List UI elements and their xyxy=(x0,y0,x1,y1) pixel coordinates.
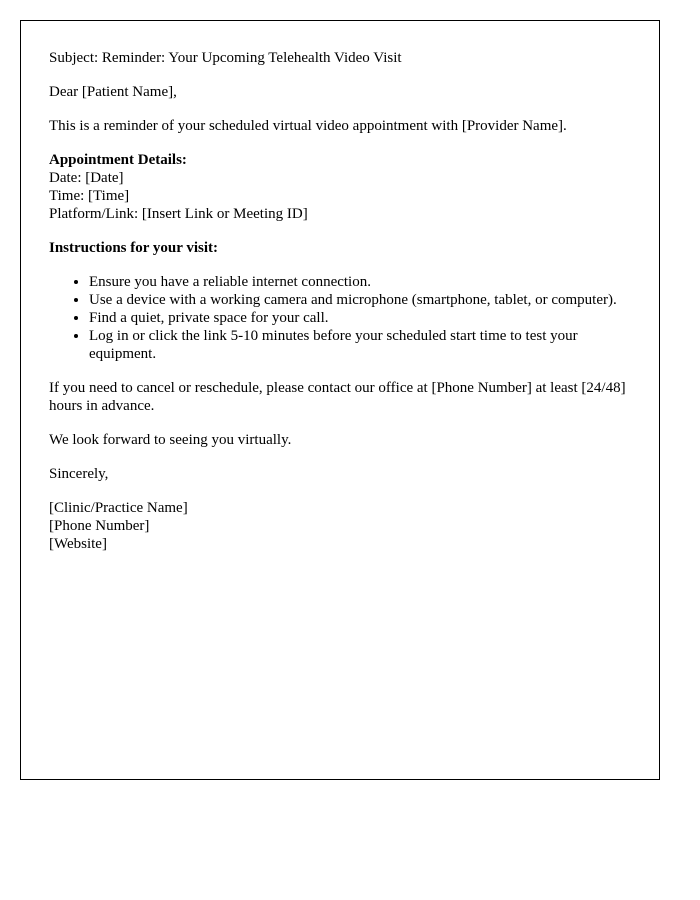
greeting: Dear [Patient Name], xyxy=(49,84,177,100)
instructions-list xyxy=(49,273,629,363)
appointment-details-heading: Appointment Details: xyxy=(49,152,187,168)
cancel-notice: If you need to cancel or reschedule, please contact our office at [Phone Number] at least [24/48] hours in advance. xyxy=(49,380,626,414)
instructions-heading xyxy=(49,239,629,257)
signature-phone: [Phone Number] xyxy=(49,518,150,534)
closing-line: We look forward to seeing you virtually. xyxy=(49,432,292,448)
letter-page xyxy=(20,20,660,780)
subject-line: Subject: Reminder: Your Upcoming Telehealth Video Visit xyxy=(49,50,402,66)
detail-date: Date: [Date] xyxy=(49,170,124,186)
detail-platform: Platform/Link: [Insert Link or Meeting ID] xyxy=(49,206,308,222)
instruction-item: • Use a device with a working camera and microphone (smartphone, tablet, or computer). xyxy=(89,291,629,309)
signature-clinic-name: [Clinic/Practice Name] xyxy=(49,500,188,516)
intro-paragraph: This is a reminder of your scheduled virtual video appointment with [Provider Name]. xyxy=(49,118,567,134)
instruction-item: • Ensure you have a reliable internet connection. xyxy=(89,273,629,291)
signature-block xyxy=(49,499,629,553)
signature-website: [Website] xyxy=(49,536,107,552)
instruction-item: • Find a quiet, private space for your call. xyxy=(89,309,629,327)
instruction-item: • Log in or click the link 5-10 minutes before your scheduled start time to test your equipment. xyxy=(89,327,629,363)
sign-off: Sincerely, xyxy=(49,466,109,482)
letter-content xyxy=(49,49,629,569)
appointment-details xyxy=(49,151,629,223)
detail-time: Time: [Time] xyxy=(49,188,130,204)
instructions-heading-text: Instructions for your visit: xyxy=(49,240,219,256)
